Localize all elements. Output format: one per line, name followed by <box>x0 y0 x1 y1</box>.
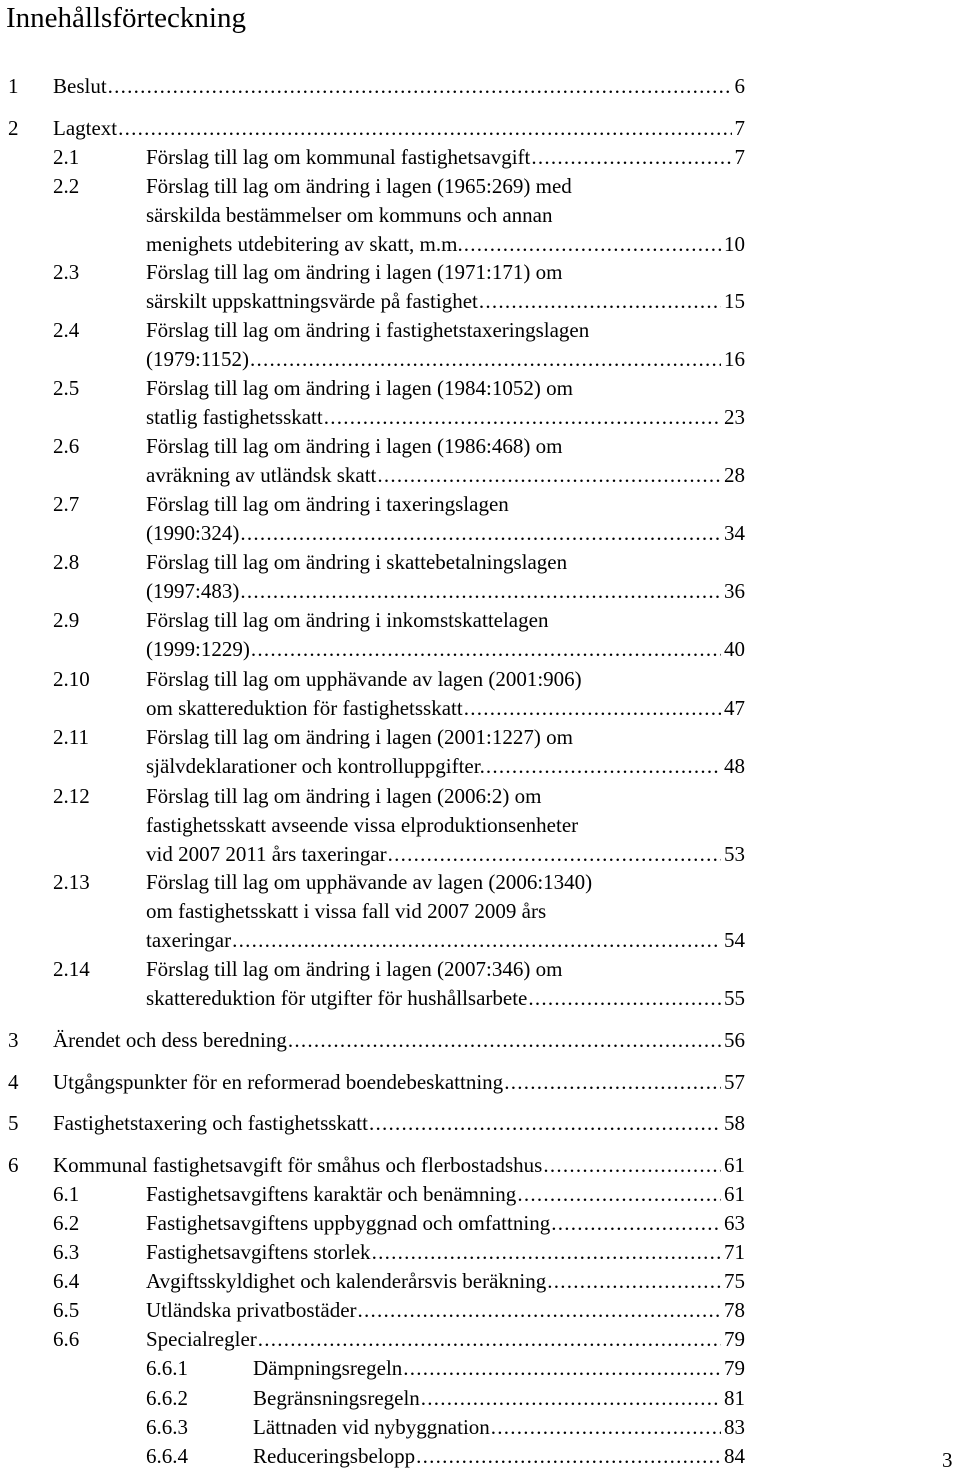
dot-leader <box>531 143 731 172</box>
dot-leader <box>240 577 721 606</box>
toc-entry-line <box>146 519 745 548</box>
toc-entry-page: 7 <box>734 116 745 140</box>
toc-entry-title <box>146 665 745 723</box>
toc-entry-line-text: statlig fastighetsskatt <box>146 405 323 429</box>
toc-entry-number: 3 <box>8 1028 19 1052</box>
toc-entry-number: 5 <box>8 1111 19 1135</box>
toc-entry-line <box>146 432 745 461</box>
toc-entry-line <box>146 665 745 694</box>
toc-entry-line <box>253 1413 745 1442</box>
toc-entry-number: 2.6 <box>53 434 80 458</box>
toc-entry-line-text: vid 2007 2011 års taxeringar <box>146 842 387 866</box>
toc-entry-line <box>146 1180 745 1209</box>
toc-entry-number: 2.7 <box>53 492 80 516</box>
toc-entry-title <box>146 955 745 1013</box>
toc-entry-page: 61 <box>724 1182 745 1206</box>
page-title: Innehållsförteckning <box>6 2 246 34</box>
toc-entry-line <box>146 782 745 811</box>
dot-leader <box>403 1354 721 1383</box>
toc-entry-page: 47 <box>724 696 745 720</box>
toc-entry-number: 2.11 <box>53 725 89 749</box>
toc-entry-line <box>53 72 745 101</box>
toc-entry-number: 2.10 <box>53 667 90 691</box>
toc-entry-line-text: Förslag till lag om ändring i lagen (1984:1052) om <box>146 376 573 400</box>
toc-entry-number: 2.2 <box>53 174 80 198</box>
toc-entry-page: 56 <box>724 1028 745 1052</box>
toc-entry-line <box>146 201 745 230</box>
toc-entry-line <box>146 258 745 287</box>
dot-leader <box>372 1238 721 1267</box>
toc-entry-line <box>146 694 745 723</box>
toc-entry-page: 36 <box>724 579 745 603</box>
toc-entry-title <box>146 606 745 664</box>
toc-entry-line <box>253 1384 745 1413</box>
dot-leader <box>551 1209 721 1238</box>
toc-entry-title <box>146 1238 745 1267</box>
toc-entry-title <box>146 1267 745 1296</box>
dot-leader <box>388 840 721 869</box>
toc-entry-line-text: om skattereduktion för fastighetsskatt <box>146 696 463 720</box>
toc-entry-page: 28 <box>724 463 745 487</box>
toc-entry-page: 40 <box>724 637 745 661</box>
toc-entry-line-text: Avgiftsskyldighet och kalenderårsvis beräkning <box>146 1269 547 1293</box>
toc-entry-title <box>146 723 745 781</box>
dot-leader <box>118 114 731 143</box>
toc-entry-line <box>146 1267 745 1296</box>
toc-entry-number: 2.13 <box>53 870 90 894</box>
toc-entry-line <box>146 897 745 926</box>
toc-entry-line <box>253 1442 745 1471</box>
dot-leader <box>377 461 721 490</box>
toc-entry-number: 1 <box>8 74 19 98</box>
toc-entry-title <box>146 548 745 606</box>
toc-entry-page: 58 <box>724 1111 745 1135</box>
dot-leader <box>464 230 721 259</box>
toc-entry-line-text: Specialregler <box>146 1327 257 1351</box>
toc-entry-title <box>146 1325 745 1354</box>
dot-leader <box>504 1068 721 1097</box>
toc-entry-line-text: Förslag till lag om ändring i skattebetalningslagen <box>146 550 568 574</box>
toc-entry-line <box>253 1354 745 1383</box>
toc-entry-line <box>53 1151 745 1180</box>
toc-entry-title <box>53 72 745 101</box>
toc-entry-number: 2.1 <box>53 145 80 169</box>
toc-entry-line-text: Fastighetsavgiftens karaktär och benämning <box>146 1182 517 1206</box>
toc-entry-line <box>53 1026 745 1055</box>
toc-entry-line <box>53 1109 745 1138</box>
toc-entry-title <box>253 1384 745 1413</box>
toc-entry-page: 55 <box>724 986 745 1010</box>
toc-entry-line <box>146 461 745 490</box>
toc-entry-number: 6.6.3 <box>146 1415 188 1439</box>
toc-entry-number: 6.3 <box>53 1240 80 1264</box>
toc-entry-line <box>146 1238 745 1267</box>
toc-entry-line-text: Utgångspunkter för en reformerad boendebeskattning <box>53 1070 504 1094</box>
dot-leader <box>258 1325 721 1354</box>
toc-entry-title <box>146 868 745 955</box>
toc-entry-page: 7 <box>734 145 745 169</box>
toc-entry-page: 84 <box>724 1444 745 1468</box>
toc-entry-title <box>146 258 745 316</box>
toc-entry-title <box>253 1413 745 1442</box>
dot-leader <box>251 635 721 664</box>
toc-entry-line-text: Förslag till lag om upphävande av lagen (2001:906) <box>146 667 582 691</box>
toc-entry-number: 2 <box>8 116 19 140</box>
toc-entry-title <box>146 1209 745 1238</box>
toc-entry-line <box>146 316 745 345</box>
toc-entry-line-text: Ärendet och dess beredning <box>53 1028 287 1052</box>
toc-entry-page: 63 <box>724 1211 745 1235</box>
toc-entry-line-text: (1999:1229) <box>146 637 250 661</box>
toc-entry-line-text: Kommunal fastighetsavgift för småhus och flerbostadshus <box>53 1153 543 1177</box>
dot-leader <box>288 1026 721 1055</box>
toc-entry-page: 54 <box>724 928 745 952</box>
toc-entry-page: 15 <box>724 289 745 313</box>
dot-leader <box>486 752 721 781</box>
toc-entry-line-text: avräkning av utländsk skatt <box>146 463 377 487</box>
toc-entry-page: 79 <box>724 1356 745 1380</box>
toc-entry-title <box>146 374 745 432</box>
toc-entry-page: 53 <box>724 842 745 866</box>
toc-entry-number: 2.14 <box>53 957 90 981</box>
dot-leader <box>240 519 721 548</box>
toc-entry-title <box>146 172 745 259</box>
toc-entry-number: 2.5 <box>53 376 80 400</box>
toc-entry-line <box>146 868 745 897</box>
dot-leader <box>543 1151 721 1180</box>
toc-entry-line-text: Förslag till lag om ändring i lagen (2001:1227) om <box>146 725 573 749</box>
toc-entry-line <box>146 1325 745 1354</box>
toc-entry-page: 10 <box>724 232 745 256</box>
toc-entry-line-text: fastighetsskatt avseende vissa elproduktionsenheter <box>146 813 579 837</box>
toc-entry-title <box>146 1180 745 1209</box>
toc-entry-line <box>146 577 745 606</box>
toc-entry-number: 2.8 <box>53 550 80 574</box>
dot-leader <box>517 1180 721 1209</box>
toc-entry-line-text: Förslag till lag om ändring i taxeringslagen <box>146 492 509 516</box>
dot-leader <box>324 403 721 432</box>
toc-entry-line-text: Förslag till lag om ändring i inkomstskattelagen <box>146 608 549 632</box>
toc-entry-number: 6.4 <box>53 1269 80 1293</box>
toc-entry-line-text: (1979:1152) <box>146 347 250 371</box>
toc-entry-line <box>146 287 745 316</box>
toc-entry-page: 48 <box>724 754 745 778</box>
toc-entry-line <box>146 374 745 403</box>
toc-entry-number: 6.1 <box>53 1182 80 1206</box>
dot-leader <box>358 1296 721 1325</box>
toc-entry-page: 34 <box>724 521 745 545</box>
toc-entry-line-text: Lättnaden vid nybyggnation <box>253 1415 490 1439</box>
dot-leader <box>416 1442 721 1471</box>
toc-entry-number: 2.12 <box>53 784 90 808</box>
toc-entry-title <box>253 1442 745 1471</box>
toc-entry-title <box>53 1109 745 1138</box>
toc-entry-line-text: Förslag till lag om ändring i fastighetstaxeringslagen <box>146 318 590 342</box>
page-number: 3 <box>942 1448 953 1472</box>
toc-entry-line-text: Begränsningsregeln <box>253 1386 420 1410</box>
toc-entry-number: 6.2 <box>53 1211 80 1235</box>
toc-entry-line-text: särskilda bestämmelser om kommuns och annan <box>146 203 553 227</box>
dot-leader <box>464 694 721 723</box>
toc-entry-line <box>146 143 745 172</box>
toc-entry-line-text: Fastighetstaxering och fastighetsskatt <box>53 1111 368 1135</box>
toc-entry-title <box>53 1151 745 1180</box>
toc-entry-line <box>146 811 745 840</box>
dot-leader <box>250 345 721 374</box>
dot-leader <box>547 1267 721 1296</box>
toc-entry-line-text: (1990:324) <box>146 521 240 545</box>
toc-entry-line <box>146 403 745 432</box>
toc-entry-page: 81 <box>724 1386 745 1410</box>
toc-entry-number: 2.4 <box>53 318 80 342</box>
toc-entry-line-text: Förslag till lag om ändring i lagen (1986:468) om <box>146 434 563 458</box>
toc-entry-line-text: Förslag till lag om ändring i lagen (1971:171) om <box>146 260 563 284</box>
toc-entry-line <box>146 548 745 577</box>
toc-entry-page: 23 <box>724 405 745 429</box>
toc-entry-page: 6 <box>734 74 745 98</box>
dot-leader <box>491 1413 721 1442</box>
toc-entry-number: 6.5 <box>53 1298 80 1322</box>
toc-entry-line <box>146 984 745 1013</box>
dot-leader <box>528 984 721 1013</box>
toc-entry-line <box>146 752 745 781</box>
toc-entry-number: 6.6.1 <box>146 1356 188 1380</box>
toc-entry-title <box>253 1354 745 1383</box>
toc-entry-line-text: Förslag till lag om ändring i lagen (2006:2) om <box>146 784 542 808</box>
toc-entry-line <box>146 955 745 984</box>
toc-entry-line-text: särskilt uppskattningsvärde på fastighet <box>146 289 478 313</box>
toc-entry-title <box>146 1296 745 1325</box>
toc-entry-number: 6.6.4 <box>146 1444 188 1468</box>
toc-entry-number: 6.6.2 <box>146 1386 188 1410</box>
dot-leader <box>108 72 732 101</box>
toc-entry-line <box>146 635 745 664</box>
toc-entry-line-text: menighets utdebitering av skatt, m.m. <box>146 232 463 256</box>
toc-entry-page: 61 <box>724 1153 745 1177</box>
toc-entry-page: 75 <box>724 1269 745 1293</box>
toc-entry-line-text: Förslag till lag om upphävande av lagen (2006:1340) <box>146 870 593 894</box>
toc-entry-line-text: taxeringar <box>146 928 232 952</box>
toc-entry-line-text: (1997:483) <box>146 579 240 603</box>
toc-entry-page: 16 <box>724 347 745 371</box>
toc-entry-line-text: om fastighetsskatt i vissa fall vid 2007 2009 års <box>146 899 547 923</box>
toc-entry-title <box>146 490 745 548</box>
toc-entry-line-text: självdeklarationer och kontrolluppgifter. <box>146 754 485 778</box>
toc-entry-line <box>146 926 745 955</box>
toc-entry-line-text: Reduceringsbelopp <box>253 1444 416 1468</box>
toc-entry-page: 71 <box>724 1240 745 1264</box>
toc-entry-line-text: skattereduktion för utgifter för hushållsarbete <box>146 986 528 1010</box>
dot-leader <box>369 1109 721 1138</box>
toc-entry-line-text: Utländska privatbostäder <box>146 1298 357 1322</box>
toc-entry-line <box>146 723 745 752</box>
toc-entry-title <box>146 143 745 172</box>
toc-entry-number: 4 <box>8 1070 19 1094</box>
toc-entry-line-text: Förslag till lag om kommunal fastighetsavgift <box>146 145 531 169</box>
toc-entry-title <box>53 114 745 143</box>
toc-entry-line <box>146 840 745 869</box>
toc-entry-line-text: Beslut <box>53 74 107 98</box>
dot-leader <box>421 1384 721 1413</box>
toc-entry-line-text: Lagtext <box>53 116 118 140</box>
toc-entry-title <box>53 1026 745 1055</box>
dot-leader <box>479 287 721 316</box>
toc-entry-line <box>146 1296 745 1325</box>
toc-entry-title <box>53 1068 745 1097</box>
toc-entry-number: 6.6 <box>53 1327 80 1351</box>
toc-entry-page: 79 <box>724 1327 745 1351</box>
toc-entry-line-text: Fastighetsavgiftens storlek <box>146 1240 371 1264</box>
toc-entry-title <box>146 316 745 374</box>
toc-entry-page: 78 <box>724 1298 745 1322</box>
toc-entry-line-text: Dämpningsregeln <box>253 1356 403 1380</box>
toc-entry-page: 83 <box>724 1415 745 1439</box>
toc-entry-line <box>53 114 745 143</box>
toc-entry-line <box>53 1068 745 1097</box>
toc-entry-line <box>146 1209 745 1238</box>
toc-entry-line-text: Förslag till lag om ändring i lagen (2007:346) om <box>146 957 563 981</box>
toc-entry-number: 6 <box>8 1153 19 1177</box>
toc-entry-line <box>146 490 745 519</box>
toc-entry-line <box>146 230 745 259</box>
toc-entry-title <box>146 432 745 490</box>
toc-entry-line <box>146 345 745 374</box>
toc-entry-line <box>146 606 745 635</box>
dot-leader <box>232 926 721 955</box>
toc-entry-line-text: Fastighetsavgiftens uppbyggnad och omfattning <box>146 1211 551 1235</box>
toc-entry-line-text: Förslag till lag om ändring i lagen (1965:269) med <box>146 174 572 198</box>
toc-entry-number: 2.9 <box>53 608 80 632</box>
toc-entry-page: 57 <box>724 1070 745 1094</box>
toc-entry-number: 2.3 <box>53 260 80 284</box>
toc-entry-title <box>146 782 745 869</box>
toc-entry-line <box>146 172 745 201</box>
